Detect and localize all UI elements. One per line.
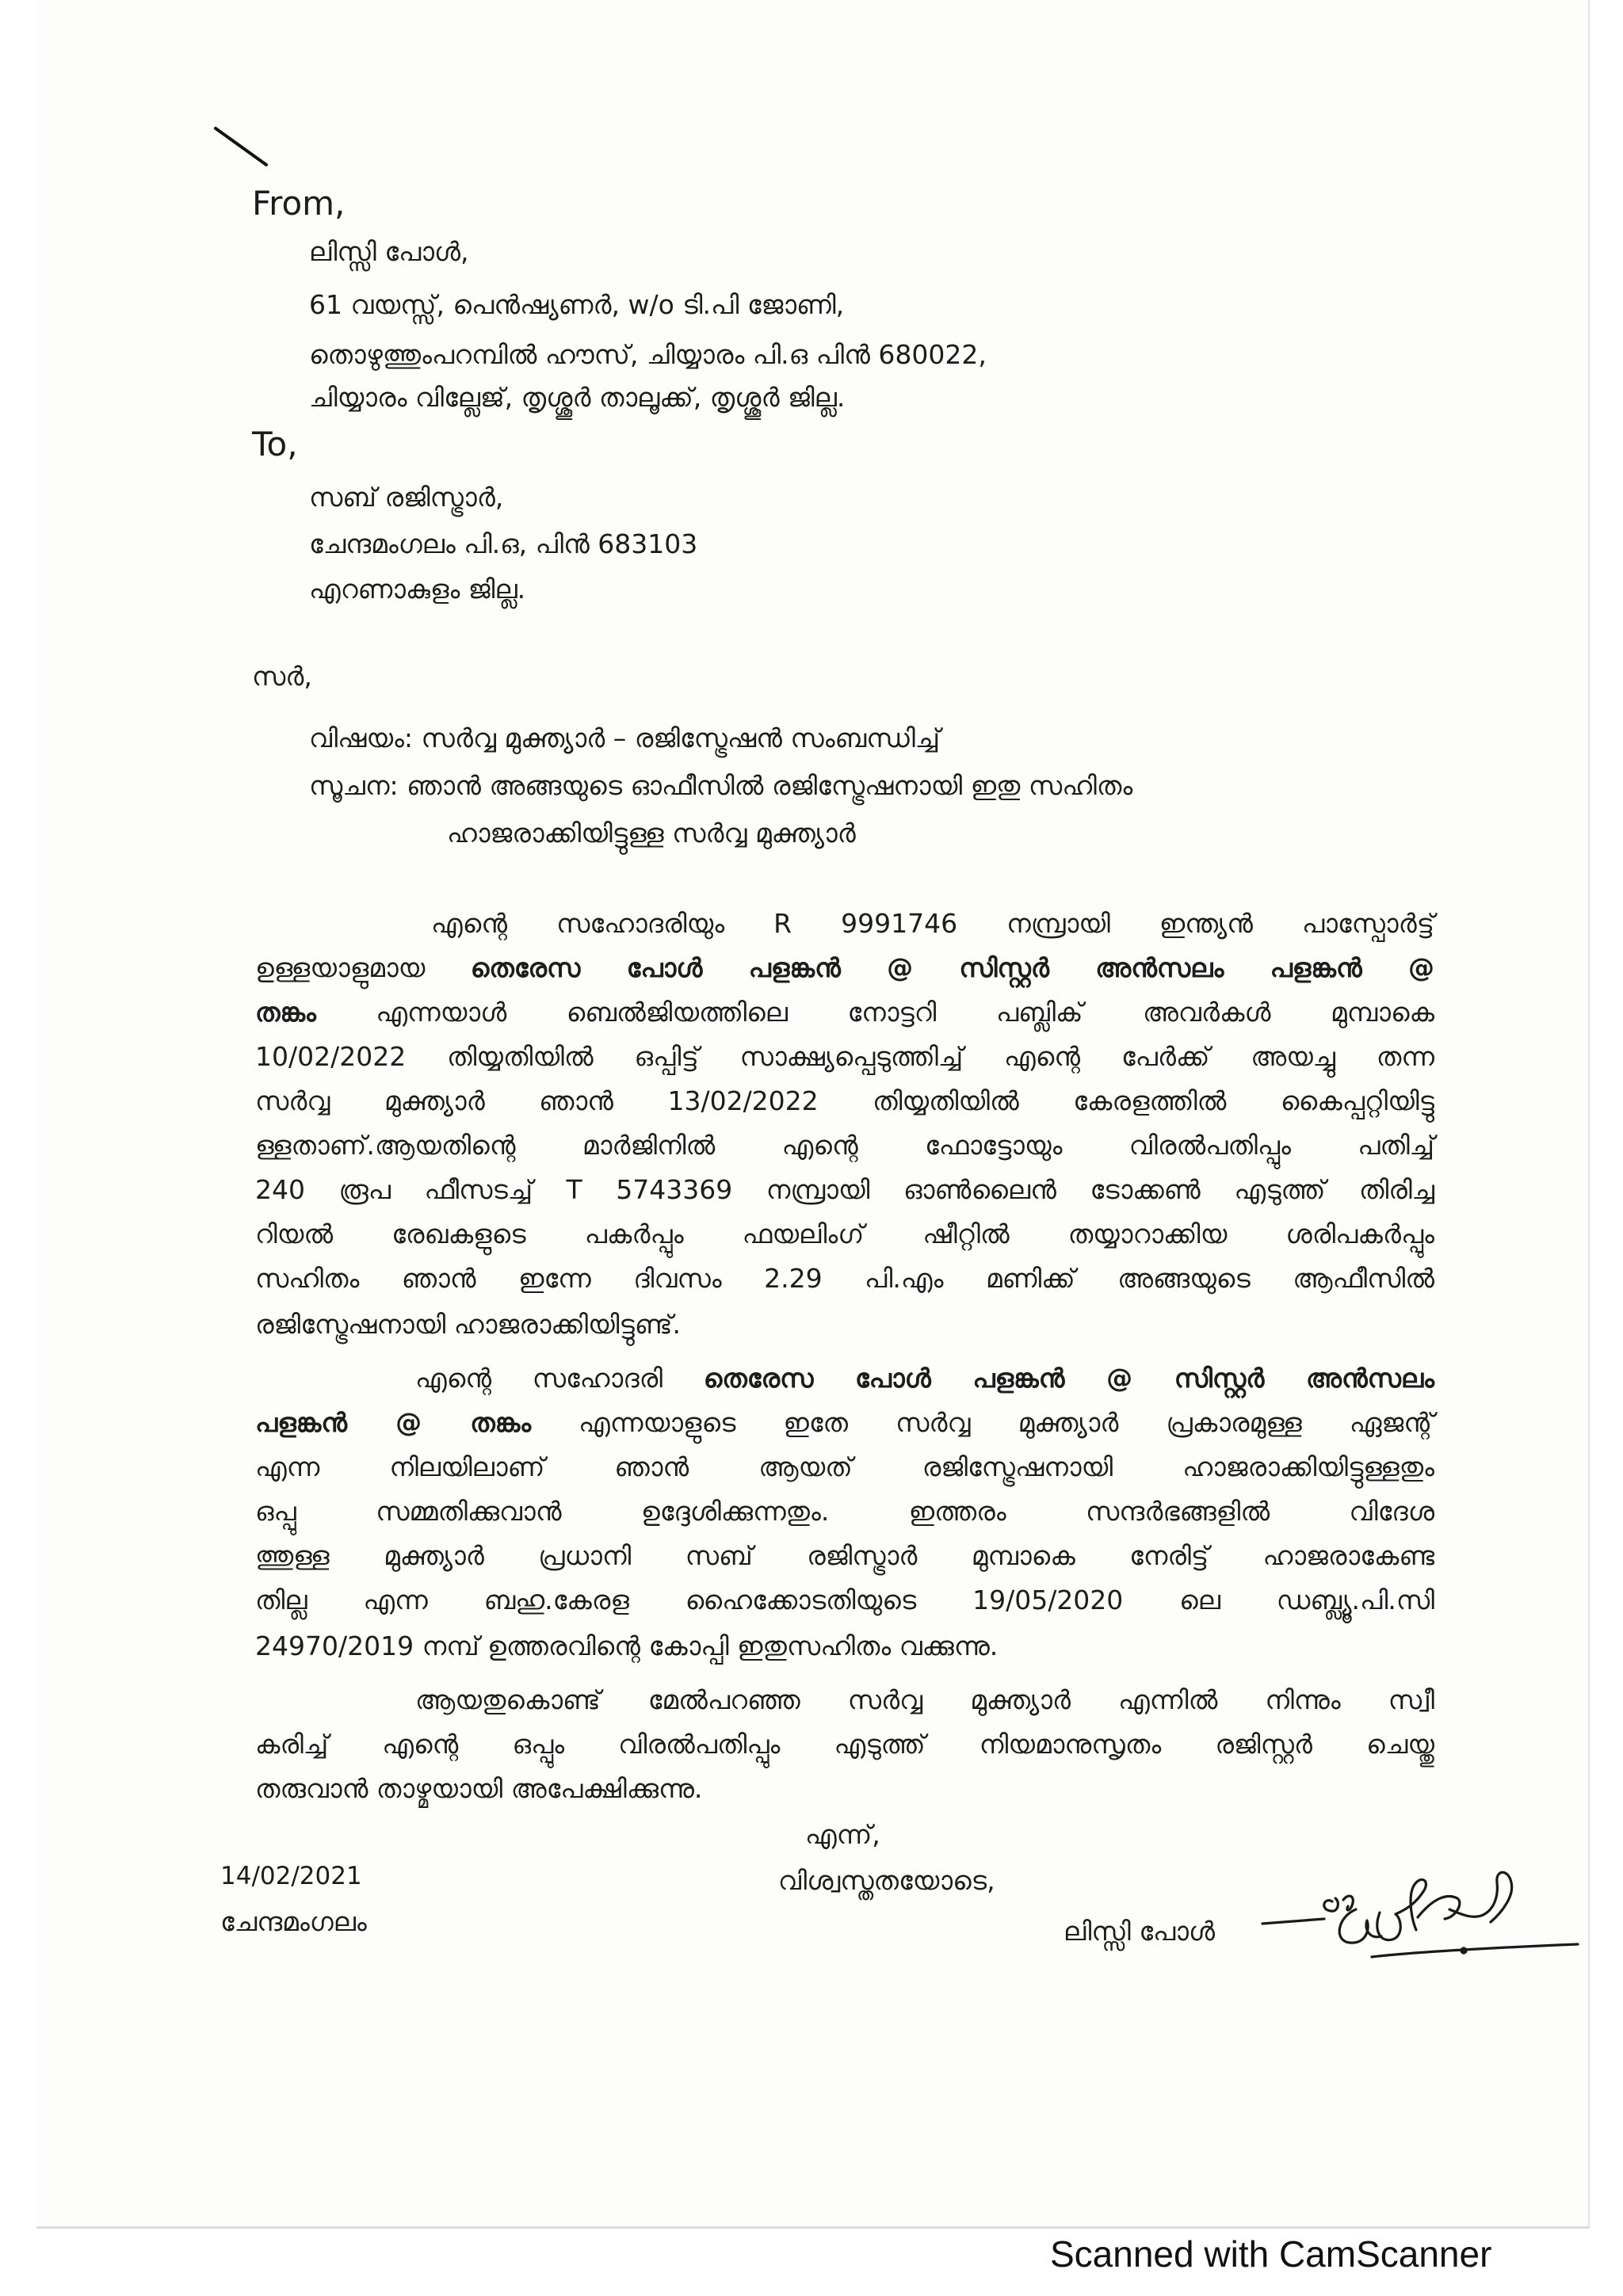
paragraph-line: രജിസ്ട്രേഷനായി ഹാജരാക്കിയിട്ടുണ്ട്. [255, 1309, 682, 1340]
reference-label: സൂചന: [309, 770, 399, 801]
to-line: എറണാകുളം ജില്ല. [309, 574, 526, 605]
from-line: ലിസ്സി പോൾ, [309, 236, 469, 267]
paragraph-bold-name: പളങ്കൻ @ തങ്കം [255, 1407, 532, 1438]
subject-label: വിഷയം: [309, 723, 414, 753]
reference-line-2: ഹാജരാക്കിയിട്ടുള്ള സർവ്വ മുക്ത്യാർ [447, 818, 856, 849]
paragraph-line: ഒപ്പു സമ്മതിക്കുവാൻ ഉദ്ദേശിക്കുന്നതും. ഇത്തരം സന്ദർഭങ്ങളിൽ വിദേശ [255, 1496, 1434, 1527]
closing-line: വിശ്വസ്തതയോടെ, [778, 1865, 995, 1896]
to-line: സബ് രജിസ്ട്രാർ, [309, 482, 504, 513]
paragraph-text: എന്നയാളുടെ ഇതേ സർവ്വ മുക്ത്യാർ പ്രകാരമുള്ള ഏജന്റ് [579, 1407, 1434, 1438]
closing-line: എന്ന്, [805, 1819, 880, 1850]
camscanner-watermark: Scanned with CamScanner [1050, 2233, 1492, 2275]
corner-tick-mark [212, 125, 269, 168]
from-line: 61 വയസ്സ്, പെൻഷ്യണർ, w/o ടി.പി ജോണി, [309, 289, 845, 320]
paragraph-text: ഉള്ളയാളുമായ [255, 952, 426, 983]
paragraph-line: 24970/2019 നമ്പ് ഉത്തരവിന്റെ കോപ്പി ഇതുസഹിതം വക്കുന്നു. [255, 1630, 999, 1661]
paragraph-line: കരിച്ച് എന്റെ ഒപ്പും വിരൽപതിപ്പും എടുത്ത് നിയമാനുസൃതം രജിസ്റ്റർ ചെയ്തു [255, 1729, 1434, 1760]
signatory-name: ലിസ്സി പോൾ [1064, 1916, 1216, 1947]
paragraph-line: ആയതുകൊണ്ട് മേൽപറഞ്ഞ സർവ്വ മുക്ത്യാർ എന്നിൽ നിന്നും സ്വീ [415, 1684, 1434, 1715]
to-label: To, [252, 425, 298, 463]
reference-line [309, 770, 1132, 802]
paragraph-line [415, 1363, 1434, 1394]
paragraph-line: സഹിതം ഞാൻ ഇന്നേ ദിവസം 2.29 പി.എം മണിക്ക് അങ്ങയുടെ ആഫീസിൽ [255, 1263, 1434, 1294]
paragraph-bold-name: തെരേസ പോൾ പളങ്കൻ @ സിസ്റ്റർ അൻസലം പളങ്കൻ @ [470, 952, 1434, 983]
paragraph-line: എന്ന നിലയിലാണ് ഞാൻ ആയത് രജിസ്ട്രേഷനായി ഹാജരാക്കിയിട്ടുള്ളതും [255, 1451, 1434, 1482]
paragraph-bold-name: തെരേസ പോൾ പളങ്കൻ @ സിസ്റ്റർ അൻസലം [703, 1363, 1434, 1394]
paragraph-line [255, 952, 1434, 984]
paragraph-line: ത്തുള്ള മുക്ത്യാർ പ്രധാനി സബ് രജിസ്ട്രാർ മുമ്പാകെ നേരിട്ട് ഹാജരാകേണ്ട [255, 1540, 1434, 1571]
paragraph-line [255, 997, 1434, 1028]
paragraph-text: എന്റെ സഹോദരി [415, 1363, 663, 1394]
salutation: സർ, [252, 661, 312, 692]
to-line: ചേന്ദമംഗലം പി.ഒ, പിൻ 683103 [309, 528, 698, 559]
from-line: ചിയ്യാരം വില്ലേജ്, തൃശ്ശൂർ താലൂക്ക്, തൃശ്ശൂർ ജില്ല. [309, 382, 846, 413]
paragraph-line: 10/02/2022 തിയ്യതിയിൽ ഒപ്പിട്ട് സാക്ഷ്യപ്പെടുത്തിച്ച് എന്റെ പേർക്ക് അയച്ചു തന്ന [255, 1041, 1434, 1072]
paragraph-text: എന്നയാൾ ബെൽജിയത്തിലെ നോട്ടറി പബ്ലിക് അവർകൾ മുമ്പാകെ [376, 997, 1434, 1028]
handwritten-signature [1261, 1854, 1602, 1973]
reference-text: ഞാൻ അങ്ങയുടെ ഓഫീസിൽ രജിസ്ട്രേഷനായി ഇതു സഹിതം [407, 770, 1133, 801]
paragraph-line: എന്റെ സഹോദരിയും R 9991746 നമ്പ്രായി ഇന്ത്യൻ പാസ്പോർട്ട് [431, 908, 1434, 939]
paragraph-line [255, 1407, 1434, 1439]
subject-line [309, 723, 940, 754]
paragraph-bold-name: തങ്കം [255, 997, 316, 1028]
paragraph-line: തില്ല എന്ന ബഹു.കേരള ഹൈക്കോടതിയുടെ 19/05/2020 ലെ ഡബ്ല്യൂ.പി.സി [255, 1585, 1434, 1615]
paragraph-line: ള്ളതാണ്.ആയതിന്റെ മാർജിനിൽ എന്റെ ഫോട്ടോയും വിരൽപതിപ്പും പതിച്ച് [255, 1130, 1434, 1161]
paragraph-line: തരുവാൻ താഴ്മയായി അപേക്ഷിക്കുന്നു. [255, 1773, 703, 1804]
from-label: From, [252, 184, 346, 223]
paragraph-line: റിയൽ രേഖകളുടെ പകർപ്പും ഫയലിംഗ് ഷീറ്റിൽ തയ്യാറാക്കിയ ശരിപകർപ്പും [255, 1219, 1434, 1249]
letter-place: ചേന്ദമംഗലം [220, 1906, 367, 1937]
subject-text: സർവ്വ മുക്ത്യാർ – രജിസ്ട്രേഷൻ സംബന്ധിച്ച് [421, 723, 941, 753]
letter-date: 14/02/2021 [220, 1862, 362, 1890]
from-line: തൊഴുത്തുംപറമ്പിൽ ഹൗസ്, ചിയ്യാരം പി.ഒ പിൻ 680022, [309, 339, 987, 370]
letter-page [36, 0, 1590, 2229]
paragraph-line: സർവ്വ മുക്ത്യാർ ഞാൻ 13/02/2022 തിയ്യതിയിൽ കേരളത്തിൽ കൈപ്പറ്റിയിട്ടു [255, 1085, 1434, 1116]
paragraph-line: 240 രൂപ ഫീസടച്ച് T 5743369 നമ്പ്രായി ഓൺലൈൻ ടോക്കൺ എടുത്ത് തിരിച്ച [255, 1174, 1434, 1205]
